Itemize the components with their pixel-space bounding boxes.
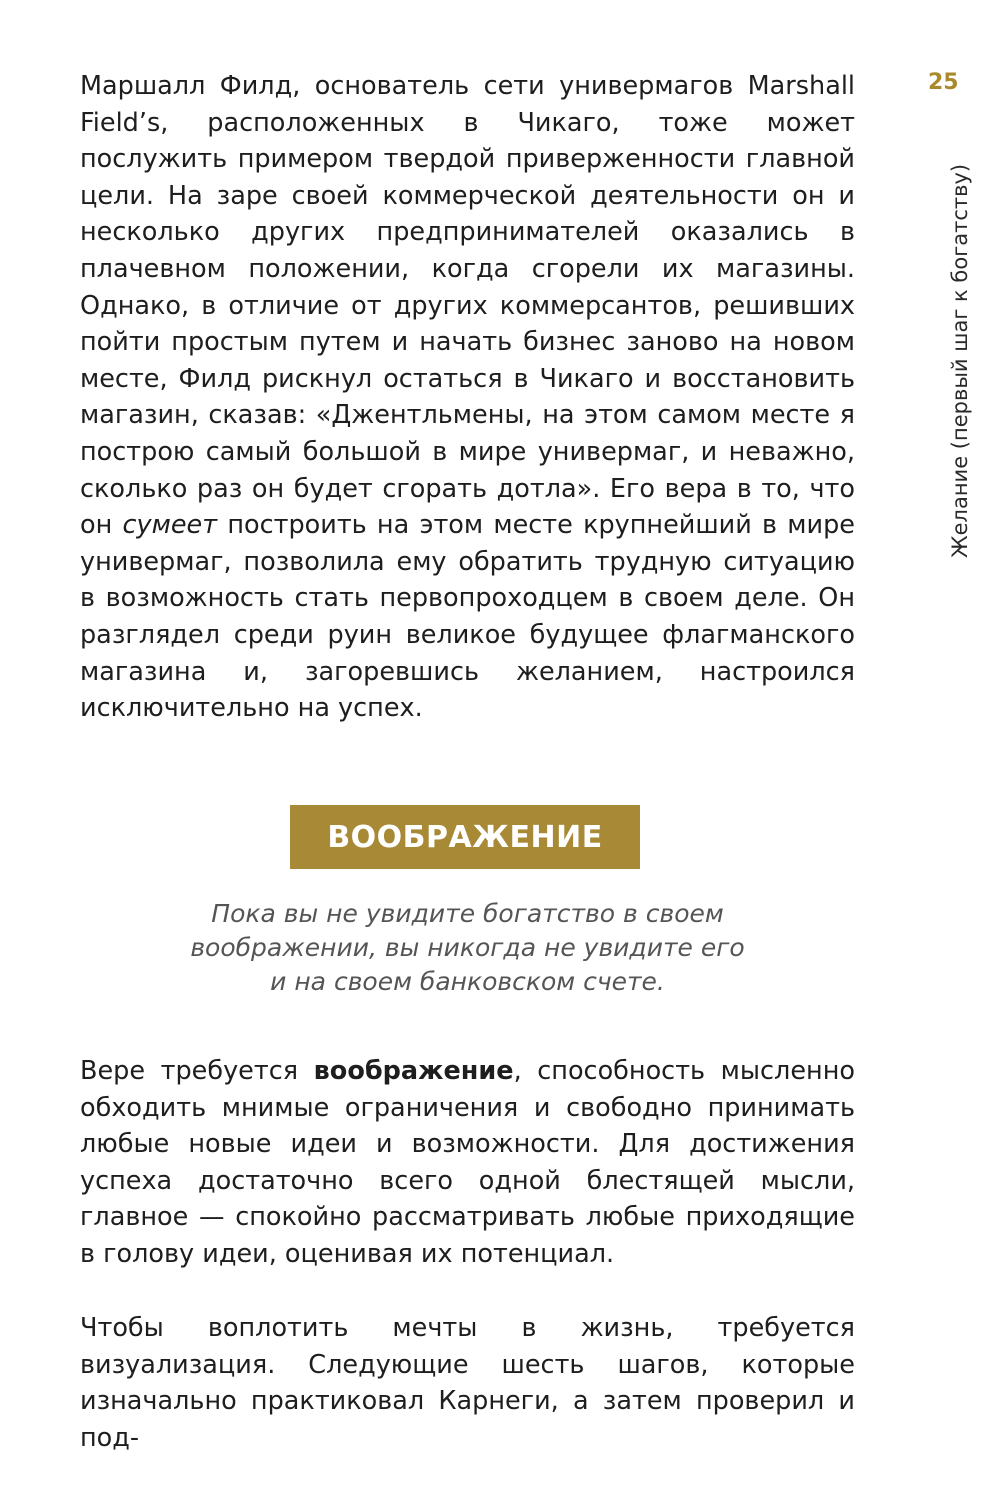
paragraph-2-text-a: Вере требуется [80,1056,314,1086]
epigraph-line-2: воображении, вы никогда не увидите его [190,933,745,962]
epigraph-line-1: Пока вы не увидите богатство в своем [211,899,724,928]
paragraph-1-text-b: построить на этом месте крупнейший в мире универмаг, позволила ему обратить трудную ситуацию в возможность стать первопроходцем в своем деле. Он разглядел среди руин великое будущее флагманского магазина и, загоревшись желанием, настроился исключительно на успех. [80,510,855,724]
paragraph-1-text-a: Маршалл Филд, основатель сети универмагов Marshall Field’s, расположенных в Чикаго, тоже может послужить примером твердой приверженности главной цели. На заре своей коммерческой деятельности он и несколько других предпринимателей оказались в плачевном положении, когда сгорели их магазины. Однако, в отличие от других коммерсантов, решивших пойти простым путем и начать бизнес заново на новом месте, Филд рискнул остаться в Чикаго и восстановить магазин, сказав: «Джентльмены, на этом самом месте я построю самый большой в мире универмаг, и неважно, сколько раз он будет сгорать дотла». Его вера в то, что он [80,71,855,541]
epigraph [80,897,855,999]
body-paragraph-3: Чтобы воплотить мечты в жизнь, требуется визуализация. Следующие шесть шагов, которые изначально практиковал Карнеги, а затем проверил и под- [80,1313,855,1453]
page-number: 25 [928,70,959,95]
paragraph-1-emphasis: сумеет [122,510,218,541]
paragraph-2-text-b: , способность мысленно обходить мнимые ограничения и свободно принимать любые новые идеи и возможности. Для достижения успеха достаточно всего одной блестящей мысли, главное — спокойно рассматривать любые приходящие в голову идеи, оценивая их потенциал. [80,1056,855,1269]
body-paragraph-2 [80,1053,855,1273]
section-heading: ВООБРАЖЕНИЕ [290,805,640,869]
epigraph-line-3: и на своем банковском счете. [270,967,665,996]
paragraph-2-bold-term: воображение [313,1056,514,1086]
running-title: Желание (первый шаг к богатству) [948,163,972,558]
body-paragraph-1 [80,68,855,727]
